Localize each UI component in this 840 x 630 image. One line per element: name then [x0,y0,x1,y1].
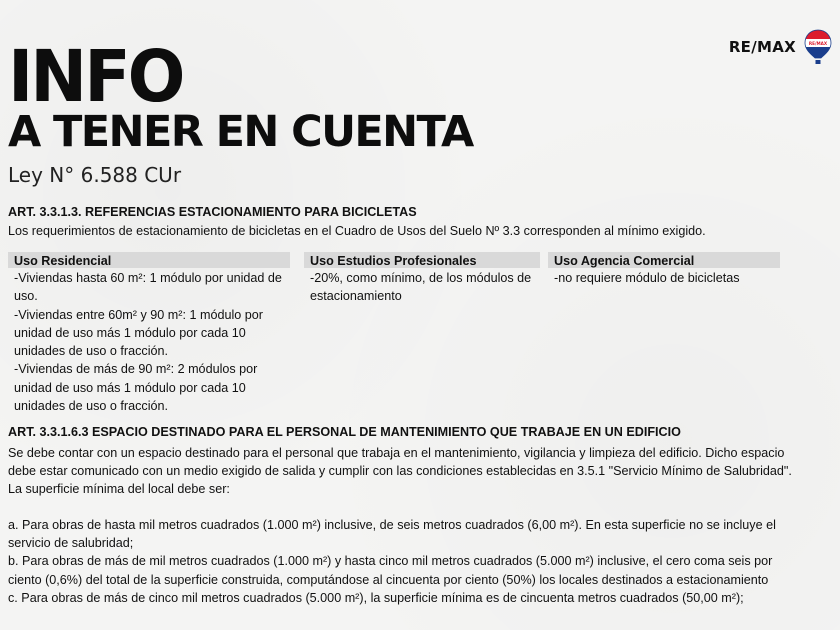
column-header: Uso Residencial [8,252,290,268]
brand-logo [729,29,832,65]
page-subtitle: A TENER EN CUENTA [8,107,473,157]
column-line: -no requiere módulo de bicicletas [554,271,740,285]
column-line: -20%, como mínimo, de los módulos de estacionamiento [310,271,532,304]
column-line: -Viviendas hasta 60 m²: 1 módulo por unidad de uso. [14,271,282,304]
balloon-logo-text: RE/MAX [808,40,828,46]
hot-air-balloon-icon [804,29,832,65]
section1-intro: Los requerimientos de estacionamiento de bicicletas en el Cuadro de Usos del Suelo Nº 3.3 corresponden al mínimo exigido. [8,224,706,238]
column-body [8,268,290,415]
section2-intro: Se debe contar con un espacio destinado para el personal que trabaja en el mantenimiento, vigilancia y limpieza del edificio. Dicho espacio debe estar comunicado con un medio exigido de salida y cumplir con las condiciones establecidas en 3.5.1 "Servicio Mínimo de Salubridad". La superficie mínima del local debe ser: [8,446,792,497]
section2-list [8,516,808,607]
law-reference: Ley N° 6.588 CUr [8,163,182,187]
column-agencia-comercial [548,252,780,287]
section2-title: ART. 3.3.1.6.3 ESPACIO DESTINADO PARA EL PERSONAL DE MANTENIMIENTO QUE TRABAJE EN UN EDIFICIO [8,425,681,439]
column-residencial [8,252,290,415]
list-item: c. Para obras de más de cinco mil metros cuadrados (5.000 m²), la superficie mínima es de cincuenta metros cuadrados (50,00 m²); [8,590,744,605]
page-title: INFO [8,35,183,119]
brand-name: RE/MAX [728,38,796,56]
column-header: Uso Estudios Profesionales [304,252,540,268]
column-header: Uso Agencia Comercial [548,252,780,268]
list-item: b. Para obras de más de mil metros cuadrados (1.000 m²) y hasta cinco mil metros cuadrados (5.000 m²) inclusive, el cero coma seis por ciento (0,6%) del total de la superficie construida, computándose al cincuenta por ciento (50%) los locales destinados a estacionamiento [8,554,773,587]
column-body [304,268,540,306]
column-body [548,268,780,287]
list-item: a. Para obras de hasta mil metros cuadrados (1.000 m²) inclusive, de seis metros cuadrados (6,00 m²). En esta superficie no se incluye el servicio de salubridad; [8,518,776,551]
column-line: -Viviendas de más de 90 m²: 2 módulos por unidad de uso más 1 módulo por cada 10 unidades de uso o fracción. [14,362,258,414]
column-estudios-profesionales [304,252,540,306]
column-line: -Viviendas entre 60m² y 90 m²: 1 módulo por unidad de uso más 1 módulo por cada 10 unidades de uso o fracción. [14,307,263,359]
section1-title: ART. 3.3.1.3. REFERENCIAS ESTACIONAMIENTO PARA BICICLETAS [8,205,417,219]
